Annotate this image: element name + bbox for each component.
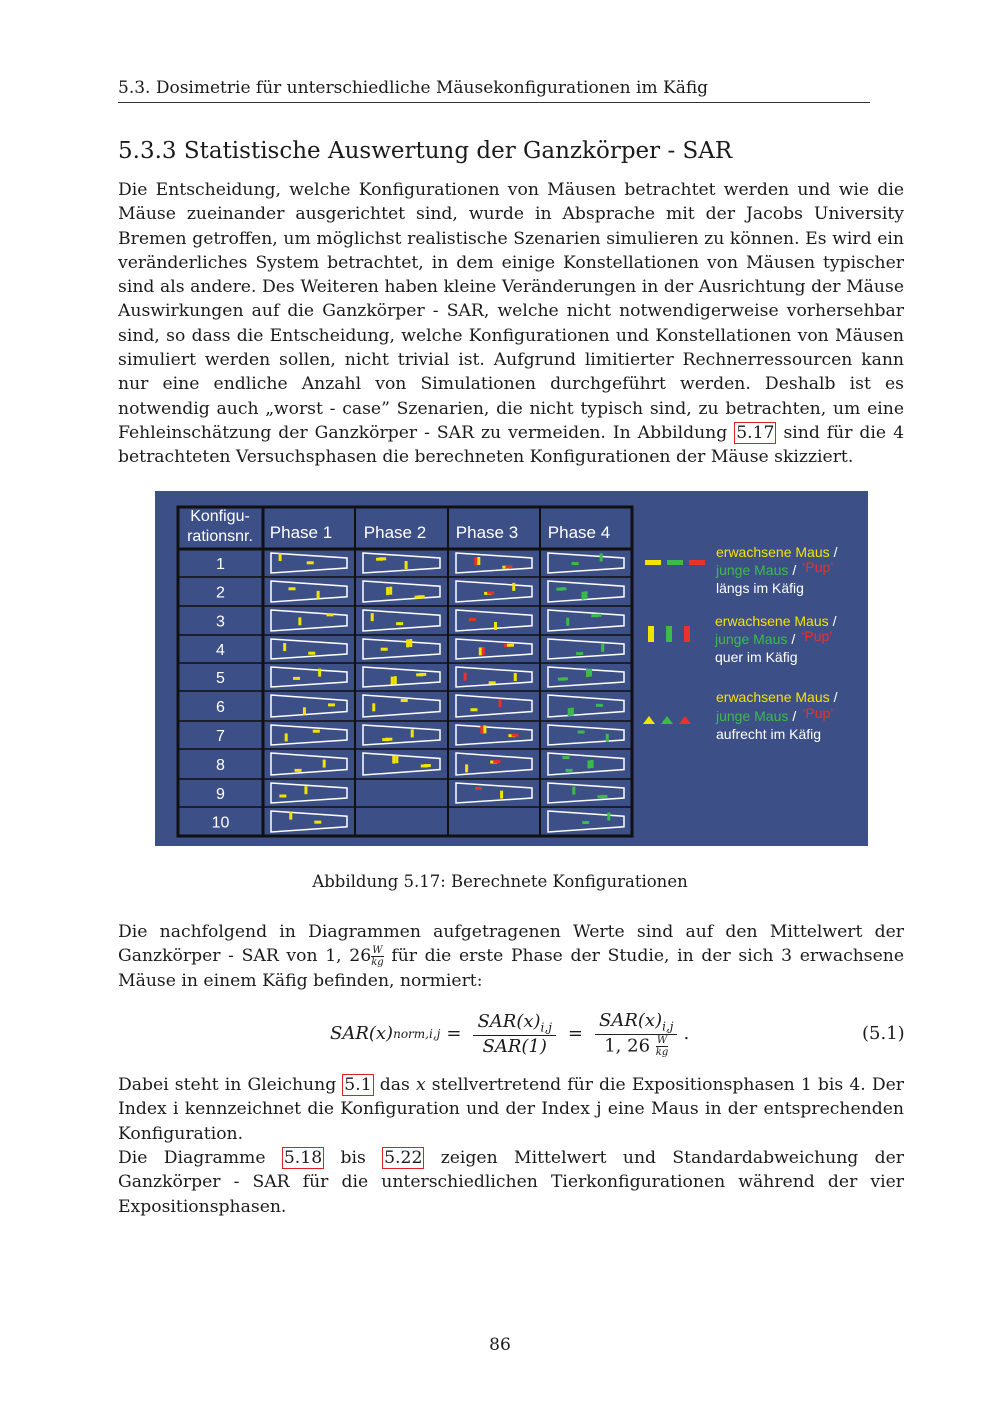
cage-outline	[548, 753, 624, 775]
cage-outline	[363, 553, 440, 573]
mouse-marker	[470, 708, 477, 711]
mouse-marker	[475, 787, 482, 790]
mouse-marker	[600, 795, 607, 798]
mouse-marker	[479, 647, 482, 655]
mouse-marker	[596, 704, 603, 707]
table-header-line2: rationsnr.	[187, 528, 253, 545]
figure-ref-link[interactable]: 5.17	[736, 422, 775, 443]
legend-orientation-3: aufrecht im Käfig	[716, 726, 822, 742]
mouse-marker	[581, 592, 584, 600]
configuration-diagram	[155, 491, 868, 846]
legend-young-label-2: junge Maus / ‘Pup’	[715, 628, 833, 647]
figure-5-22-ref-link[interactable]: 5.22	[384, 1148, 423, 1168]
cage-sketch	[363, 610, 440, 631]
cage-outline	[456, 553, 532, 573]
mouse-marker	[328, 703, 335, 706]
cage-sketch	[548, 753, 624, 775]
config-number: 8	[216, 757, 225, 774]
cage-sketch	[271, 783, 347, 803]
cage-sketch	[548, 639, 624, 659]
phase-3-header: Phase 3	[455, 523, 519, 542]
mouse-marker	[572, 787, 575, 795]
cage-sketch	[456, 610, 532, 631]
cage-sketch	[363, 753, 440, 775]
adult-lengthwise-symbol	[645, 560, 661, 565]
mouse-marker	[601, 644, 604, 652]
mouse-marker	[313, 730, 320, 733]
cage-sketch	[456, 553, 532, 573]
cage-outline	[548, 610, 624, 631]
cage-sketch	[456, 695, 532, 717]
cage-sketch	[271, 639, 347, 659]
cage-sketch	[548, 695, 624, 717]
cage-sketch	[456, 639, 532, 659]
figure-caption: Abbildung 5.17: Berechnete Konfigurationen	[312, 872, 688, 891]
mouse-marker	[584, 591, 587, 599]
mouse-marker	[572, 562, 579, 565]
cage-sketch	[271, 553, 347, 573]
legend-adult-label-2: erwachsene Maus /	[715, 613, 837, 629]
mouse-marker	[465, 764, 468, 772]
mouse-marker	[483, 725, 486, 733]
cage-sketch	[363, 553, 440, 573]
mouse-marker	[514, 673, 517, 681]
mouse-marker	[578, 731, 585, 734]
phase-1-header: Phase 1	[269, 523, 333, 542]
mouse-marker	[571, 708, 574, 716]
mouse-marker	[371, 613, 374, 621]
cage-sketch	[548, 725, 624, 745]
legend-young-label-1: junge Maus / ‘Pup’	[716, 559, 834, 578]
adult-crosswise-symbol	[648, 626, 654, 642]
mouse-marker	[385, 738, 392, 741]
page-number: 86	[489, 1335, 511, 1355]
mouse-marker	[396, 622, 403, 625]
cage-sketch	[363, 695, 440, 717]
mouse-marker	[559, 587, 566, 590]
mouse-marker	[469, 618, 476, 621]
mouse-marker	[586, 669, 589, 677]
mouse-marker	[372, 703, 375, 711]
config-number: 2	[216, 584, 225, 602]
mouse-marker	[308, 652, 315, 655]
young-crosswise-symbol	[666, 626, 672, 642]
cage-sketch	[456, 725, 532, 745]
cage-outline	[363, 610, 440, 631]
mouse-marker	[283, 643, 286, 651]
cage-sketch	[271, 725, 347, 745]
mouse-marker	[600, 553, 603, 561]
mouse-marker	[582, 821, 589, 824]
equation-ref-link[interactable]: 5.1	[344, 1075, 372, 1095]
mouse-marker	[409, 639, 412, 647]
paragraph-normalization: Die nachfolgend in Diagrammen aufgetragenen Werte sind auf den Mittelwert der Ganzkörper - SAR von 1, 26 $\frac{W}{kg}$ für die erste Phase der Studie, in der sich 3 erwachsene Mäuse in einem Käfig befinden, normiert:	[118, 922, 905, 991]
configuration-figure	[155, 491, 868, 846]
mouse-marker	[279, 553, 282, 561]
cage-sketch	[548, 610, 624, 631]
mouse-marker	[304, 786, 307, 794]
cage-sketch	[271, 610, 347, 631]
config-number: 7	[216, 728, 225, 745]
mouse-marker	[314, 821, 321, 824]
cage-outline	[363, 725, 440, 745]
mouse-marker	[317, 591, 320, 599]
young-upright-symbol	[661, 716, 673, 724]
mouse-marker	[589, 669, 592, 677]
cage-sketch	[363, 725, 440, 745]
mouse-marker	[500, 791, 503, 799]
config-number: 10	[211, 814, 230, 832]
mouse-marker	[379, 557, 386, 560]
mouse-marker	[565, 769, 572, 772]
cage-sketch	[548, 667, 624, 687]
mouse-marker	[389, 587, 392, 595]
mouse-marker	[477, 557, 480, 565]
cage-sketch	[271, 667, 347, 687]
legend-lengthwise-icons	[645, 560, 705, 565]
pup-crosswise-symbol	[684, 626, 690, 642]
mouse-marker	[318, 669, 321, 677]
cage-outline	[363, 581, 440, 602]
cage-outline	[271, 783, 347, 803]
mouse-marker	[511, 734, 518, 737]
legend-upright-icons	[643, 716, 691, 724]
config-number: 9	[216, 786, 225, 803]
mouse-marker	[606, 734, 609, 742]
mouse-marker	[285, 733, 288, 741]
phase-4-header: Phase 4	[547, 523, 611, 542]
config-number: 3	[216, 613, 225, 631]
mouse-marker	[424, 764, 431, 767]
legend-orientation-2: quer im Käfig	[715, 649, 798, 665]
mouse-marker	[288, 587, 295, 590]
cage-outline	[548, 725, 624, 745]
mouse-marker	[561, 677, 568, 680]
fraction-1: $\frac{SAR(x)_{i,j}}{\text{SAR(1)}}$	[473, 1011, 555, 1057]
mouse-marker	[419, 673, 426, 676]
mouse-marker	[487, 591, 494, 594]
cage-sketch	[548, 553, 624, 573]
mouse-marker	[411, 729, 414, 737]
figure-5-18-ref-link[interactable]: 5.18	[283, 1148, 323, 1168]
mouse-marker	[394, 676, 397, 684]
cage-outline	[548, 639, 624, 659]
cage-outline	[271, 753, 347, 775]
equation-5-1: SAR(x) norm,i,j = $\frac{SAR(x)_{i,j}}{\text{SAR(1)}}$ = $SAR(x)_{i,j}$ 1, 26 $\frac{W}{kg}$ .	[330, 1010, 690, 1058]
mouse-marker	[391, 677, 394, 685]
mouse-marker	[418, 595, 425, 598]
cage-outline	[271, 811, 347, 832]
cage-sketch	[363, 639, 440, 659]
paragraph-index-explanation: Dabei steht in Gleichung 5.1 das x stellvertretend für die Expositionsphasen 1 bis 4. Der Index i kennzeichnet die Konfiguration und der Index j eine Maus in der entsprechenden Konfiguration.	[118, 1075, 904, 1144]
mouse-marker	[493, 760, 500, 763]
config-number: 6	[216, 699, 225, 716]
mouse-marker	[588, 760, 591, 768]
cage-sketch	[271, 811, 347, 832]
config-number: 1	[216, 556, 225, 573]
cage-outline	[271, 639, 347, 659]
running-header: 5.3. Dosimetrie für unterschiedliche Mäusekonfigurationen im Käfig	[118, 78, 870, 103]
config-number: 5	[216, 670, 225, 687]
cage-sketch	[548, 581, 624, 602]
mouse-marker	[507, 644, 514, 647]
mouse-marker	[326, 613, 333, 616]
cage-outline	[363, 639, 440, 659]
mouse-marker	[298, 617, 301, 625]
mouse-marker	[386, 587, 389, 595]
mouse-marker	[392, 756, 395, 764]
paragraph-intro: Die Entscheidung, welche Konfigurationen von Mäusen betrachtet werden und wie die Mäuse zueinander ausgerichtet sind, wurde in Absprache mit der Jacobs University Bremen getroffen, um möglichst realistische Szenarien simulieren zu können. Es wird ein veränderliches System betrachtet, in dem einige Konstellationen von Mäusen typischer sind als andere. Des Weiteren haben kleine Veränderungen in der Ausrichtung der Mäuse Auswirkungen auf die Ganzkörper - SAR, welche nicht notwendigerweise vorhersehbar sind, so dass die Entscheidung, welche Konfigurationen und Konstellationen von Mäusen simuliert werden sollen, nicht trivial ist. Aufgrund limitierter Rechnerressourcen kann nur eine endliche Anzahl von Simulationen durchgeführt werden. Deshalb ist es notwendig auch „worst - case” Szenarien, die nicht typisch sind, zu betrachten, um eine Fehleinschätzung der Ganzkörper - SAR zu vermeiden. In Abbildung 5.17 sind für die 4 betrachteten Versuchsphasen die berechneten Konfigurationen der Mäuse skizziert.	[118, 180, 904, 468]
mouse-marker	[406, 639, 409, 647]
cage-sketch	[456, 581, 532, 602]
cage-outline	[271, 725, 347, 745]
mouse-marker	[566, 618, 569, 626]
mouse-marker	[562, 756, 569, 759]
fraction-2: $SAR(x)_{i,j}$ 1, 26 $\frac{W}{kg}$	[595, 1010, 677, 1058]
mouse-marker	[594, 614, 601, 617]
legend-orientation-1: längs im Käfig	[716, 580, 804, 596]
mouse-marker	[568, 708, 571, 716]
cage-sketch	[271, 581, 347, 602]
mouse-marker	[591, 760, 594, 768]
cage-outline	[271, 610, 347, 631]
mouse-marker	[307, 561, 314, 564]
mouse-marker	[405, 561, 408, 569]
legend-adult-label-1: erwachsene Maus /	[716, 544, 838, 560]
mouse-marker	[295, 769, 302, 772]
mouse-marker	[293, 677, 300, 680]
equation-number: (5.1)	[862, 1023, 905, 1044]
cage-sketch	[548, 783, 624, 803]
table-header-line1: Konfigu-	[190, 508, 250, 525]
cage-outline	[548, 783, 624, 803]
mouse-marker	[482, 647, 485, 655]
mouse-marker	[489, 681, 496, 684]
cage-sketch	[456, 667, 532, 687]
mouse-marker	[607, 812, 610, 820]
cage-sketch	[363, 581, 440, 602]
cage-outline	[271, 581, 347, 602]
cage-outline	[456, 639, 532, 659]
cage-outline	[456, 783, 532, 803]
cage-sketch	[271, 753, 347, 775]
cage-outline	[363, 667, 440, 687]
cage-outline	[271, 667, 347, 687]
cage-outline	[548, 553, 624, 573]
legend-young-label-3: junge Maus / ‘Pup’	[716, 705, 834, 724]
cage-sketch	[456, 753, 532, 775]
mouse-marker	[480, 726, 483, 734]
mouse-marker	[512, 583, 515, 591]
mouse-marker	[505, 565, 512, 568]
phase-2-header: Phase 2	[363, 523, 427, 542]
mouse-marker	[499, 699, 502, 707]
section-title: 5.3.3 Statistische Auswertung der Ganzkörper - SAR	[118, 138, 733, 164]
cage-outline	[456, 695, 532, 717]
cage-sketch	[548, 811, 624, 832]
unit-fraction: $\frac{W}{kg}$	[371, 945, 384, 969]
pup-upright-symbol	[679, 716, 691, 724]
paragraph-diagrams: Die Diagramme 5.18 bis 5.22 zeigen Mittelwert und Standardabweichung der Ganzkörper - SAR für die unterschiedlichen Tierkonfigurationen während der vier Expositionsphasen.	[118, 1148, 905, 1217]
mouse-marker	[381, 648, 388, 651]
legend-adult-label-3: erwachsene Maus /	[716, 689, 838, 705]
mouse-marker	[289, 812, 292, 820]
mouse-marker	[323, 760, 326, 768]
mouse-marker	[395, 755, 398, 763]
mouse-marker	[474, 557, 477, 565]
young-lengthwise-symbol	[667, 560, 683, 565]
cage-sketch	[363, 667, 440, 687]
mouse-marker	[401, 699, 408, 702]
cage-outline	[456, 725, 532, 745]
mouse-marker	[494, 622, 497, 630]
cage-outline	[271, 695, 347, 717]
cage-sketch	[271, 695, 347, 717]
mouse-marker	[303, 707, 306, 715]
legend-crosswise-icons	[648, 626, 690, 642]
cage-outline	[363, 753, 440, 775]
pup-lengthwise-symbol	[689, 560, 705, 565]
mouse-marker	[576, 652, 583, 655]
mouse-marker	[279, 795, 286, 798]
cage-sketch	[456, 783, 532, 803]
config-number: 4	[216, 642, 225, 659]
cage-outline	[548, 695, 624, 717]
adult-upright-symbol	[643, 716, 655, 724]
mouse-marker	[464, 673, 467, 681]
